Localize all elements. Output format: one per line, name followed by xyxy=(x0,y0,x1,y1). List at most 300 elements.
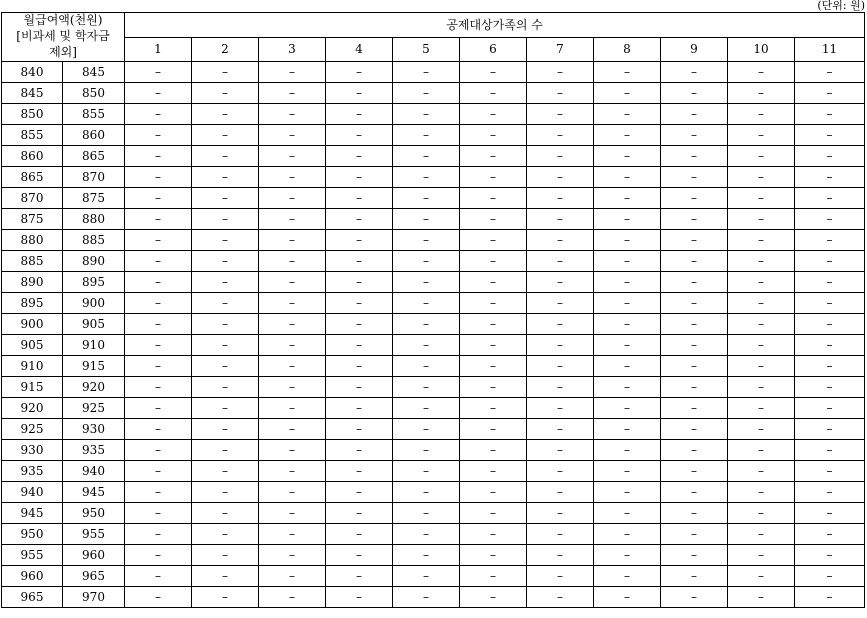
tax-amount-cell: – xyxy=(460,503,527,524)
tax-amount-cell: – xyxy=(728,545,795,566)
tax-amount-cell: – xyxy=(460,545,527,566)
tax-amount-cell: – xyxy=(527,251,594,272)
tax-amount-cell: – xyxy=(795,377,865,398)
table-row xyxy=(2,272,865,293)
salary-from-cell: 860 xyxy=(2,146,63,167)
salary-from-cell: 910 xyxy=(2,356,63,377)
tax-amount-cell: – xyxy=(125,314,192,335)
tax-amount-cell: – xyxy=(527,293,594,314)
tax-amount-cell: – xyxy=(125,272,192,293)
family-count-header: 1 xyxy=(125,37,192,62)
tax-amount-cell: – xyxy=(326,461,393,482)
tax-amount-cell: – xyxy=(594,503,661,524)
tax-amount-cell: – xyxy=(795,356,865,377)
tax-amount-cell: – xyxy=(795,125,865,146)
tax-amount-cell: – xyxy=(393,251,460,272)
tax-amount-cell: – xyxy=(527,587,594,608)
table-row xyxy=(2,209,865,230)
tax-amount-cell: – xyxy=(527,62,594,83)
tax-amount-cell: – xyxy=(125,419,192,440)
tax-amount-cell: – xyxy=(728,251,795,272)
tax-amount-cell: – xyxy=(594,377,661,398)
tax-amount-cell: – xyxy=(795,566,865,587)
tax-amount-cell: – xyxy=(125,83,192,104)
tax-amount-cell: – xyxy=(795,230,865,251)
salary-to-cell: 930 xyxy=(63,419,125,440)
tax-amount-cell: – xyxy=(460,419,527,440)
tax-amount-cell: – xyxy=(326,293,393,314)
tax-amount-cell: – xyxy=(460,461,527,482)
tax-amount-cell: – xyxy=(192,251,259,272)
table-row xyxy=(2,524,865,545)
tax-amount-cell: – xyxy=(594,251,661,272)
table-row xyxy=(2,377,865,398)
salary-to-cell: 865 xyxy=(63,146,125,167)
tax-amount-cell: – xyxy=(326,230,393,251)
tax-amount-cell: – xyxy=(728,83,795,104)
tax-amount-cell: – xyxy=(393,398,460,419)
tax-amount-cell: – xyxy=(326,125,393,146)
tax-amount-cell: – xyxy=(393,104,460,125)
salary-to-cell: 895 xyxy=(63,272,125,293)
tax-amount-cell: – xyxy=(728,62,795,83)
tax-amount-cell: – xyxy=(393,230,460,251)
tax-amount-cell: – xyxy=(125,251,192,272)
tax-amount-cell: – xyxy=(259,335,326,356)
tax-amount-cell: – xyxy=(594,356,661,377)
tax-amount-cell: – xyxy=(192,356,259,377)
tax-amount-cell: – xyxy=(259,230,326,251)
tax-amount-cell: – xyxy=(527,461,594,482)
tax-amount-cell: – xyxy=(460,230,527,251)
tax-amount-cell: – xyxy=(728,398,795,419)
tax-amount-cell: – xyxy=(460,167,527,188)
tax-amount-cell: – xyxy=(259,356,326,377)
tax-amount-cell: – xyxy=(393,209,460,230)
tax-amount-cell: – xyxy=(594,335,661,356)
tax-amount-cell: – xyxy=(728,104,795,125)
family-count-header: 7 xyxy=(527,37,594,62)
tax-amount-cell: – xyxy=(527,104,594,125)
tax-amount-cell: – xyxy=(728,188,795,209)
tax-amount-cell: – xyxy=(326,587,393,608)
tax-amount-cell: – xyxy=(795,419,865,440)
tax-amount-cell: – xyxy=(594,83,661,104)
tax-amount-cell: – xyxy=(259,293,326,314)
salary-from-cell: 940 xyxy=(2,482,63,503)
salary-to-cell: 935 xyxy=(63,440,125,461)
table-row xyxy=(2,356,865,377)
tax-amount-cell: – xyxy=(326,251,393,272)
tax-amount-cell: – xyxy=(594,146,661,167)
tax-amount-cell: – xyxy=(460,398,527,419)
table-row xyxy=(2,83,865,104)
tax-amount-cell: – xyxy=(192,104,259,125)
salary-from-cell: 955 xyxy=(2,545,63,566)
table-row xyxy=(2,251,865,272)
tax-amount-cell: – xyxy=(594,62,661,83)
tax-amount-cell: – xyxy=(527,440,594,461)
tax-amount-cell: – xyxy=(259,566,326,587)
salary-to-cell: 915 xyxy=(63,356,125,377)
tax-amount-cell: – xyxy=(192,587,259,608)
table-row xyxy=(2,167,865,188)
tax-amount-cell: – xyxy=(326,545,393,566)
salary-from-cell: 855 xyxy=(2,125,63,146)
tax-amount-cell: – xyxy=(393,377,460,398)
salary-to-cell: 850 xyxy=(63,83,125,104)
tax-amount-cell: – xyxy=(460,272,527,293)
tax-amount-cell: – xyxy=(527,566,594,587)
tax-amount-cell: – xyxy=(728,146,795,167)
tax-amount-cell: – xyxy=(393,545,460,566)
tax-amount-cell: – xyxy=(259,461,326,482)
tax-amount-cell: – xyxy=(192,398,259,419)
tax-amount-cell: – xyxy=(594,482,661,503)
tax-amount-cell: – xyxy=(460,293,527,314)
salary-to-cell: 905 xyxy=(63,314,125,335)
tax-amount-cell: – xyxy=(259,125,326,146)
tax-amount-cell: – xyxy=(728,377,795,398)
tax-amount-cell: – xyxy=(527,188,594,209)
tax-amount-cell: – xyxy=(125,335,192,356)
tax-amount-cell: – xyxy=(661,335,728,356)
salary-from-cell: 950 xyxy=(2,524,63,545)
salary-header-line3: 제외] xyxy=(49,45,77,59)
salary-to-cell: 970 xyxy=(63,587,125,608)
tax-amount-cell: – xyxy=(594,461,661,482)
salary-range-header xyxy=(2,13,125,62)
salary-from-cell: 865 xyxy=(2,167,63,188)
tax-amount-cell: – xyxy=(460,125,527,146)
salary-from-cell: 890 xyxy=(2,272,63,293)
tax-amount-cell: – xyxy=(393,419,460,440)
salary-from-cell: 925 xyxy=(2,419,63,440)
tax-amount-cell: – xyxy=(326,188,393,209)
salary-from-cell: 965 xyxy=(2,587,63,608)
tax-amount-cell: – xyxy=(795,188,865,209)
salary-from-cell: 960 xyxy=(2,566,63,587)
tax-amount-cell: – xyxy=(527,335,594,356)
dependents-header: 공제대상가족의 수 xyxy=(125,13,865,38)
tax-amount-cell: – xyxy=(192,524,259,545)
salary-to-cell: 890 xyxy=(63,251,125,272)
tax-amount-cell: – xyxy=(661,167,728,188)
salary-from-cell: 850 xyxy=(2,104,63,125)
tax-amount-cell: – xyxy=(527,272,594,293)
tax-amount-cell: – xyxy=(192,293,259,314)
tax-amount-cell: – xyxy=(326,335,393,356)
tax-amount-cell: – xyxy=(326,524,393,545)
tax-amount-cell: – xyxy=(125,545,192,566)
tax-amount-cell: – xyxy=(393,482,460,503)
tax-amount-cell: – xyxy=(661,62,728,83)
salary-from-cell: 885 xyxy=(2,251,63,272)
tax-amount-cell: – xyxy=(661,419,728,440)
tax-amount-cell: – xyxy=(192,461,259,482)
tax-amount-cell: – xyxy=(795,335,865,356)
tax-amount-cell: – xyxy=(594,314,661,335)
tax-amount-cell: – xyxy=(594,293,661,314)
tax-amount-cell: – xyxy=(594,209,661,230)
table-row xyxy=(2,461,865,482)
tax-amount-cell: – xyxy=(527,482,594,503)
salary-from-cell: 930 xyxy=(2,440,63,461)
tax-amount-cell: – xyxy=(527,146,594,167)
tax-amount-cell: – xyxy=(259,503,326,524)
tax-amount-cell: – xyxy=(527,545,594,566)
salary-to-cell: 875 xyxy=(63,188,125,209)
tax-amount-cell: – xyxy=(125,125,192,146)
tax-amount-cell: – xyxy=(795,293,865,314)
tax-amount-cell: – xyxy=(192,314,259,335)
salary-from-cell: 875 xyxy=(2,209,63,230)
tax-amount-cell: – xyxy=(661,503,728,524)
salary-to-cell: 965 xyxy=(63,566,125,587)
tax-amount-cell: – xyxy=(795,83,865,104)
tax-amount-cell: – xyxy=(661,524,728,545)
tax-amount-cell: – xyxy=(326,146,393,167)
tax-amount-cell: – xyxy=(326,83,393,104)
tax-amount-cell: – xyxy=(259,146,326,167)
tax-amount-cell: – xyxy=(460,587,527,608)
tax-amount-cell: – xyxy=(594,188,661,209)
tax-amount-cell: – xyxy=(795,503,865,524)
tax-amount-cell: – xyxy=(259,83,326,104)
tax-amount-cell: – xyxy=(795,272,865,293)
tax-amount-cell: – xyxy=(594,566,661,587)
tax-amount-cell: – xyxy=(259,482,326,503)
salary-from-cell: 945 xyxy=(2,503,63,524)
tax-amount-cell: – xyxy=(594,104,661,125)
family-count-header: 11 xyxy=(795,37,865,62)
tax-amount-cell: – xyxy=(795,524,865,545)
tax-amount-cell: – xyxy=(259,419,326,440)
tax-amount-cell: – xyxy=(259,251,326,272)
tax-amount-cell: – xyxy=(795,482,865,503)
family-count-header: 4 xyxy=(326,37,393,62)
tax-amount-cell: – xyxy=(527,356,594,377)
tax-amount-cell: – xyxy=(728,335,795,356)
table-row xyxy=(2,587,865,608)
tax-amount-cell: – xyxy=(594,398,661,419)
tax-amount-cell: – xyxy=(326,272,393,293)
tax-amount-cell: – xyxy=(125,209,192,230)
salary-to-cell: 950 xyxy=(63,503,125,524)
tax-amount-cell: – xyxy=(326,62,393,83)
tax-amount-cell: – xyxy=(393,587,460,608)
salary-to-cell: 910 xyxy=(63,335,125,356)
tax-amount-cell: – xyxy=(661,146,728,167)
tax-amount-cell: – xyxy=(125,188,192,209)
tax-amount-cell: – xyxy=(527,125,594,146)
tax-amount-cell: – xyxy=(125,62,192,83)
tax-amount-cell: – xyxy=(728,419,795,440)
tax-amount-cell: – xyxy=(460,251,527,272)
tax-amount-cell: – xyxy=(326,314,393,335)
tax-amount-cell: – xyxy=(661,545,728,566)
tax-amount-cell: – xyxy=(192,503,259,524)
tax-amount-cell: – xyxy=(661,398,728,419)
tax-amount-cell: – xyxy=(661,209,728,230)
tax-amount-cell: – xyxy=(594,272,661,293)
salary-header-line2: [비과세 및 학자금 xyxy=(16,29,110,43)
tax-amount-cell: – xyxy=(728,230,795,251)
tax-amount-cell: – xyxy=(594,167,661,188)
tax-amount-cell: – xyxy=(527,209,594,230)
table-row xyxy=(2,419,865,440)
tax-amount-cell: – xyxy=(795,167,865,188)
tax-amount-cell: – xyxy=(661,83,728,104)
tax-amount-cell: – xyxy=(192,545,259,566)
tax-amount-cell: – xyxy=(460,83,527,104)
tax-amount-cell: – xyxy=(728,566,795,587)
tax-amount-cell: – xyxy=(661,230,728,251)
tax-amount-cell: – xyxy=(728,272,795,293)
tax-amount-cell: – xyxy=(460,524,527,545)
salary-from-cell: 840 xyxy=(2,62,63,83)
salary-from-cell: 895 xyxy=(2,293,63,314)
salary-to-cell: 920 xyxy=(63,377,125,398)
table-row xyxy=(2,398,865,419)
tax-amount-cell: – xyxy=(728,356,795,377)
tax-amount-cell: – xyxy=(594,587,661,608)
tax-amount-cell: – xyxy=(192,167,259,188)
salary-to-cell: 870 xyxy=(63,167,125,188)
tax-amount-cell: – xyxy=(594,419,661,440)
tax-amount-cell: – xyxy=(728,587,795,608)
tax-amount-cell: – xyxy=(192,125,259,146)
family-count-header: 5 xyxy=(393,37,460,62)
tax-amount-cell: – xyxy=(326,566,393,587)
tax-amount-cell: – xyxy=(460,377,527,398)
tax-amount-cell: – xyxy=(661,356,728,377)
tax-amount-cell: – xyxy=(125,524,192,545)
tax-amount-cell: – xyxy=(594,125,661,146)
tax-amount-cell: – xyxy=(460,314,527,335)
tax-amount-cell: – xyxy=(125,482,192,503)
unit-label: (단위: 원) xyxy=(817,0,865,12)
tax-amount-cell: – xyxy=(527,377,594,398)
table-row xyxy=(2,440,865,461)
tax-amount-cell: – xyxy=(192,209,259,230)
table-row xyxy=(2,545,865,566)
tax-amount-cell: – xyxy=(728,167,795,188)
salary-from-cell: 870 xyxy=(2,188,63,209)
tax-amount-cell: – xyxy=(460,104,527,125)
tax-amount-cell: – xyxy=(326,209,393,230)
tax-amount-cell: – xyxy=(661,314,728,335)
tax-amount-cell: – xyxy=(527,230,594,251)
tax-amount-cell: – xyxy=(527,167,594,188)
tax-amount-cell: – xyxy=(393,524,460,545)
tax-amount-cell: – xyxy=(728,503,795,524)
tax-amount-cell: – xyxy=(393,83,460,104)
family-count-header: 10 xyxy=(728,37,795,62)
tax-amount-cell: – xyxy=(594,230,661,251)
tax-amount-cell: – xyxy=(259,587,326,608)
table-row xyxy=(2,482,865,503)
tax-amount-cell: – xyxy=(795,461,865,482)
tax-amount-cell: – xyxy=(125,398,192,419)
tax-amount-cell: – xyxy=(393,167,460,188)
tax-amount-cell: – xyxy=(527,314,594,335)
salary-from-cell: 935 xyxy=(2,461,63,482)
salary-to-cell: 940 xyxy=(63,461,125,482)
table-row xyxy=(2,314,865,335)
tax-amount-cell: – xyxy=(728,314,795,335)
tax-amount-cell: – xyxy=(125,356,192,377)
tax-amount-cell: – xyxy=(460,440,527,461)
tax-amount-cell: – xyxy=(393,125,460,146)
family-count-header: 3 xyxy=(259,37,326,62)
tax-amount-cell: – xyxy=(125,377,192,398)
salary-from-cell: 920 xyxy=(2,398,63,419)
tax-amount-cell: – xyxy=(259,524,326,545)
tax-amount-cell: – xyxy=(460,566,527,587)
tax-amount-cell: – xyxy=(728,293,795,314)
salary-to-cell: 855 xyxy=(63,104,125,125)
table-row xyxy=(2,503,865,524)
tax-amount-cell: – xyxy=(393,356,460,377)
tax-amount-cell: – xyxy=(661,125,728,146)
salary-to-cell: 880 xyxy=(63,209,125,230)
tax-amount-cell: – xyxy=(460,482,527,503)
tax-amount-cell: – xyxy=(393,566,460,587)
tax-amount-cell: – xyxy=(192,146,259,167)
tax-amount-cell: – xyxy=(125,461,192,482)
table-row xyxy=(2,146,865,167)
tax-amount-cell: – xyxy=(326,419,393,440)
tax-amount-cell: – xyxy=(795,545,865,566)
family-count-header: 8 xyxy=(594,37,661,62)
tax-amount-cell: – xyxy=(795,398,865,419)
tax-amount-cell: – xyxy=(728,440,795,461)
tax-amount-cell: – xyxy=(661,566,728,587)
salary-to-cell: 945 xyxy=(63,482,125,503)
salary-to-cell: 925 xyxy=(63,398,125,419)
tax-amount-cell: – xyxy=(728,482,795,503)
tax-amount-cell: – xyxy=(527,83,594,104)
tax-amount-cell: – xyxy=(795,251,865,272)
tax-amount-cell: – xyxy=(661,272,728,293)
tax-amount-cell: – xyxy=(259,62,326,83)
tax-amount-cell: – xyxy=(728,209,795,230)
tax-amount-cell: – xyxy=(259,545,326,566)
tax-amount-cell: – xyxy=(795,314,865,335)
tax-amount-cell: – xyxy=(259,188,326,209)
tax-amount-cell: – xyxy=(393,293,460,314)
tax-amount-cell: – xyxy=(594,545,661,566)
tax-amount-cell: – xyxy=(661,461,728,482)
tax-amount-cell: – xyxy=(192,272,259,293)
table-row xyxy=(2,62,865,83)
tax-amount-cell: – xyxy=(393,146,460,167)
tax-amount-cell: – xyxy=(192,566,259,587)
tax-amount-cell: – xyxy=(661,587,728,608)
tax-amount-cell: – xyxy=(326,440,393,461)
tax-amount-cell: – xyxy=(393,440,460,461)
tax-amount-cell: – xyxy=(326,377,393,398)
table-row xyxy=(2,104,865,125)
tax-amount-cell: – xyxy=(393,188,460,209)
tax-amount-cell: – xyxy=(326,356,393,377)
tax-amount-cell: – xyxy=(259,314,326,335)
tax-amount-cell: – xyxy=(527,524,594,545)
tax-amount-cell: – xyxy=(460,188,527,209)
tax-amount-cell: – xyxy=(192,188,259,209)
tax-amount-cell: – xyxy=(259,272,326,293)
